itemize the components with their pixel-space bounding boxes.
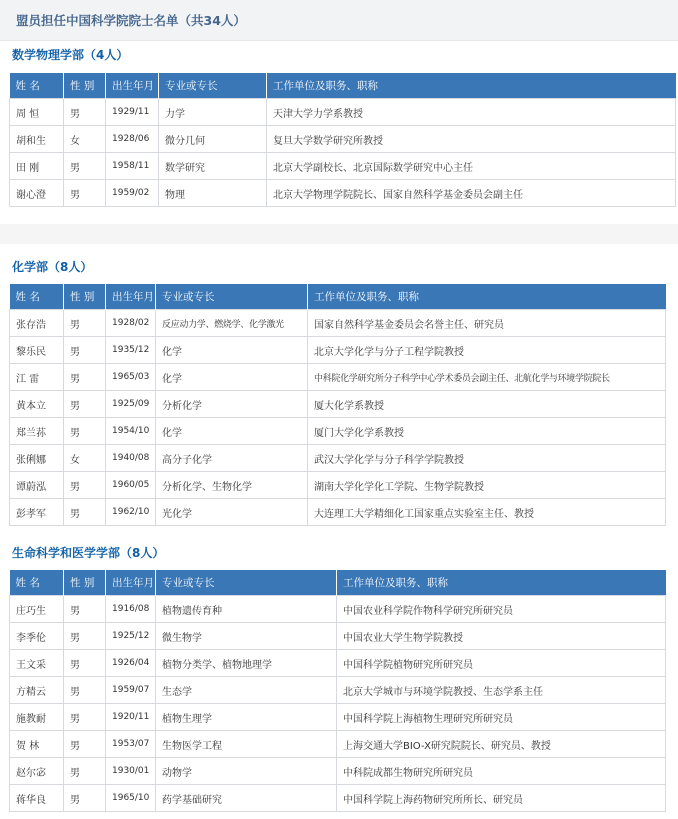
table-row	[10, 445, 666, 472]
cell-birth: 1928/02	[106, 310, 156, 337]
cell-gender: 女	[64, 126, 106, 153]
cell-specialty: 微生物学	[156, 623, 337, 650]
cell-gender: 男	[64, 758, 106, 785]
header-position: 工作单位及职务、职称	[337, 570, 666, 596]
cell-birth: 1920/11	[106, 704, 156, 731]
cell-name: 方精云	[10, 677, 64, 704]
cell-position: 中国科学院上海药物研究所所长、研究员	[337, 785, 666, 812]
header-birth: 出生年月	[106, 570, 156, 596]
cell-name: 郑兰荪	[10, 418, 64, 445]
cell-position: 复旦大学数学研究所教授	[267, 126, 676, 153]
cell-gender: 男	[64, 391, 106, 418]
cell-gender: 男	[64, 499, 106, 526]
table-row	[10, 623, 666, 650]
cell-gender: 男	[64, 677, 106, 704]
table-header-row	[10, 284, 666, 310]
cell-birth: 1930/01	[106, 758, 156, 785]
section-title-life-medicine: 生命科学和医学学部（8人）	[12, 546, 165, 560]
header-gender: 性 别	[64, 284, 106, 310]
header-gender: 性 别	[64, 73, 106, 99]
cell-position: 中国农业科学院作物科学研究所研究员	[337, 596, 666, 623]
cell-gender: 女	[64, 445, 106, 472]
table-row	[10, 785, 666, 812]
table-row	[10, 418, 666, 445]
table-row	[10, 731, 666, 758]
cell-name: 谢心澄	[10, 180, 64, 207]
table-row	[10, 650, 666, 677]
table-chemistry	[9, 284, 666, 526]
cell-birth: 1965/10	[106, 785, 156, 812]
header-gender: 性 别	[64, 570, 106, 596]
cell-birth: 1940/08	[106, 445, 156, 472]
cell-birth: 1925/12	[106, 623, 156, 650]
cell-birth: 1925/09	[106, 391, 156, 418]
cell-specialty: 化学	[156, 418, 308, 445]
table-row	[10, 337, 666, 364]
table-row	[10, 310, 666, 337]
cell-gender: 男	[64, 623, 106, 650]
cell-specialty: 生态学	[156, 677, 337, 704]
cell-specialty: 高分子化学	[156, 445, 308, 472]
table-row	[10, 596, 666, 623]
cell-gender: 男	[64, 650, 106, 677]
cell-name: 李季伦	[10, 623, 64, 650]
header-position: 工作单位及职务、职称	[308, 284, 666, 310]
cell-gender: 男	[64, 704, 106, 731]
cell-name: 周 恒	[10, 99, 64, 126]
cell-name: 田 刚	[10, 153, 64, 180]
cell-specialty: 数学研究	[159, 153, 267, 180]
cell-gender: 男	[64, 99, 106, 126]
cell-name: 施教耐	[10, 704, 64, 731]
cell-gender: 男	[64, 337, 106, 364]
cell-position: 中科院化学研究所分子科学中心学术委员会副主任、北航化学与环境学院院长	[308, 364, 666, 391]
table-row	[10, 758, 666, 785]
cell-name: 蒋华良	[10, 785, 64, 812]
cell-birth: 1962/10	[106, 499, 156, 526]
cell-name: 贺 林	[10, 731, 64, 758]
header-name: 姓 名	[10, 73, 64, 99]
header-specialty: 专业或专长	[156, 570, 337, 596]
table-row	[10, 472, 666, 499]
cell-gender: 男	[64, 596, 106, 623]
cell-position: 北京大学物理学院院长、国家自然科学基金委员会副主任	[267, 180, 676, 207]
cell-specialty: 动物学	[156, 758, 337, 785]
cell-gender: 男	[64, 310, 106, 337]
table-header-row	[10, 73, 676, 99]
cell-gender: 男	[64, 731, 106, 758]
cell-name: 王文采	[10, 650, 64, 677]
cell-birth: 1916/08	[106, 596, 156, 623]
cell-position: 天津大学力学系教授	[267, 99, 676, 126]
cell-specialty: 力学	[159, 99, 267, 126]
cell-position: 厦大化学系教授	[308, 391, 666, 418]
cell-position: 上海交通大学BIO-X研究院院长、研究员、教授	[337, 731, 666, 758]
cell-specialty: 植物生理学	[156, 704, 337, 731]
header-name: 姓 名	[10, 284, 64, 310]
cell-birth: 1953/07	[106, 731, 156, 758]
cell-specialty: 植物分类学、植物地理学	[156, 650, 337, 677]
table-row	[10, 153, 676, 180]
header-name: 姓 名	[10, 570, 64, 596]
page-header	[0, 0, 678, 41]
table-row	[10, 677, 666, 704]
cell-birth: 1960/05	[106, 472, 156, 499]
cell-name: 江 雷	[10, 364, 64, 391]
cell-name: 庄巧生	[10, 596, 64, 623]
cell-specialty: 光化学	[156, 499, 308, 526]
section-title-math-physics: 数学物理学部（4人）	[12, 48, 129, 62]
header-position: 工作单位及职务、职称	[267, 73, 676, 99]
cell-name: 黄本立	[10, 391, 64, 418]
cell-position: 厦门大学化学系教授	[308, 418, 666, 445]
table-row	[10, 499, 666, 526]
page-title: 盟员担任中国科学院院士名单（共34人）	[16, 13, 246, 28]
cell-birth: 1954/10	[106, 418, 156, 445]
cell-birth: 1929/11	[106, 99, 159, 126]
cell-specialty: 分析化学、生物化学	[156, 472, 308, 499]
section-divider	[0, 224, 678, 244]
cell-specialty: 反应动力学、燃烧学、化学激光	[156, 310, 308, 337]
cell-name: 胡和生	[10, 126, 64, 153]
cell-position: 中科院成都生物研究所研究员	[337, 758, 666, 785]
header-specialty: 专业或专长	[159, 73, 267, 99]
table-row	[10, 364, 666, 391]
cell-specialty: 生物医学工程	[156, 731, 337, 758]
cell-gender: 男	[64, 364, 106, 391]
cell-position: 大连理工大学精细化工国家重点实验室主任、教授	[308, 499, 666, 526]
cell-gender: 男	[64, 472, 106, 499]
cell-name: 彭孝军	[10, 499, 64, 526]
cell-specialty: 植物遗传育种	[156, 596, 337, 623]
cell-position: 北京大学城市与环境学院教授、生态学系主任	[337, 677, 666, 704]
cell-gender: 男	[64, 785, 106, 812]
cell-gender: 男	[64, 418, 106, 445]
cell-specialty: 化学	[156, 364, 308, 391]
cell-birth: 1958/11	[106, 153, 159, 180]
cell-position: 国家自然科学基金委员会名誉主任、研究员	[308, 310, 666, 337]
cell-gender: 男	[64, 180, 106, 207]
header-birth: 出生年月	[106, 284, 156, 310]
cell-name: 张存浩	[10, 310, 64, 337]
cell-name: 谭蔚泓	[10, 472, 64, 499]
cell-name: 赵尔宓	[10, 758, 64, 785]
cell-birth: 1935/12	[106, 337, 156, 364]
header-birth: 出生年月	[106, 73, 159, 99]
cell-specialty: 化学	[156, 337, 308, 364]
cell-position: 中国农业大学生物学院教授	[337, 623, 666, 650]
cell-birth: 1959/02	[106, 180, 159, 207]
section-title-chemistry: 化学部（8人）	[12, 260, 93, 274]
cell-position: 北京大学化学与分子工程学院教授	[308, 337, 666, 364]
cell-name: 张俐娜	[10, 445, 64, 472]
cell-position: 武汉大学化学与分子科学学院教授	[308, 445, 666, 472]
cell-birth: 1926/04	[106, 650, 156, 677]
cell-specialty: 物理	[159, 180, 267, 207]
cell-birth: 1928/06	[106, 126, 159, 153]
cell-gender: 男	[64, 153, 106, 180]
table-row	[10, 391, 666, 418]
table-row	[10, 126, 676, 153]
table-row	[10, 99, 676, 126]
table-row	[10, 180, 676, 207]
table-row	[10, 704, 666, 731]
cell-position: 北京大学副校长、北京国际数学研究中心主任	[267, 153, 676, 180]
cell-position: 中国科学院上海植物生理研究所研究员	[337, 704, 666, 731]
table-math-physics	[9, 73, 676, 207]
cell-birth: 1965/03	[106, 364, 156, 391]
cell-position: 湖南大学化学化工学院、生物学院教授	[308, 472, 666, 499]
cell-position: 中国科学院植物研究所研究员	[337, 650, 666, 677]
table-life-medicine	[9, 570, 666, 812]
cell-specialty: 微分几何	[159, 126, 267, 153]
table-header-row	[10, 570, 666, 596]
cell-specialty: 药学基础研究	[156, 785, 337, 812]
cell-name: 黎乐民	[10, 337, 64, 364]
cell-birth: 1959/07	[106, 677, 156, 704]
header-specialty: 专业或专长	[156, 284, 308, 310]
cell-specialty: 分析化学	[156, 391, 308, 418]
